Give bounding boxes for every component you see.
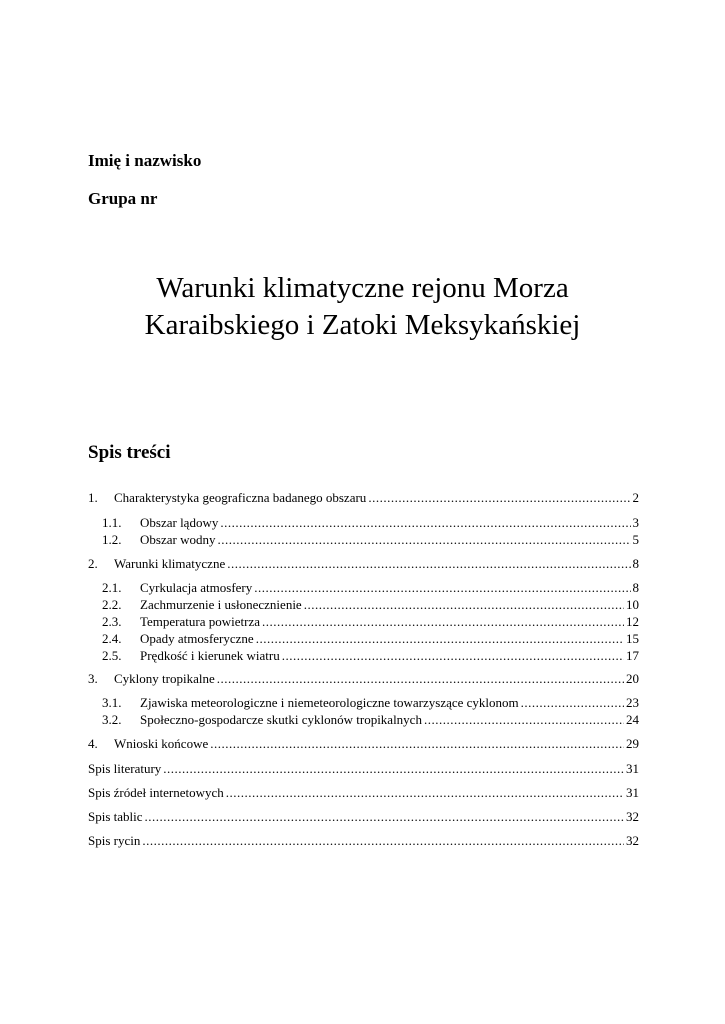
toc-entry-number: 2.4. bbox=[102, 631, 122, 646]
toc-entry-number: 2.5. bbox=[102, 648, 122, 663]
toc-dot-leader bbox=[424, 712, 624, 728]
document-title-line-2: Karaibskiego i Zatoki Meksykańskiej bbox=[144, 309, 581, 341]
toc-dot-leader bbox=[220, 515, 630, 531]
toc-entry-title: Społeczno-gospodarcze skutki cyklonów tropikalnych bbox=[140, 712, 422, 727]
toc-entry-page: 10 bbox=[626, 597, 639, 612]
toc-entry-title: Zjawiska meteorologiczne i niemeteorologiczne towarzyszące cyklonom bbox=[140, 695, 519, 710]
toc-dot-leader bbox=[282, 648, 624, 664]
toc-entry-page: 24 bbox=[626, 712, 639, 727]
document-title bbox=[0, 270, 725, 344]
toc-entry-page: 23 bbox=[626, 695, 639, 710]
toc-entry[interactable] bbox=[102, 648, 639, 664]
toc-entry-title: Spis literatury bbox=[88, 761, 162, 776]
toc-entry[interactable] bbox=[102, 580, 639, 596]
toc-entry[interactable] bbox=[88, 809, 639, 825]
author-name-label: Imię i nazwisko bbox=[88, 151, 202, 170]
toc-entry-title: Prędkość i kierunek wiatru bbox=[140, 648, 280, 663]
toc-entry-title: Obszar lądowy bbox=[140, 515, 219, 530]
group-number-label: Grupa nr bbox=[88, 189, 158, 208]
toc-dot-leader bbox=[145, 809, 624, 825]
toc-entry-page: 8 bbox=[632, 580, 639, 595]
toc-entry-number: 2.3. bbox=[102, 614, 122, 629]
toc-entry[interactable] bbox=[102, 614, 639, 630]
toc-dot-leader bbox=[142, 833, 624, 849]
toc-entry[interactable] bbox=[102, 712, 639, 728]
toc-entry-number: 1.2. bbox=[102, 532, 122, 547]
toc-entry-number: 3.2. bbox=[102, 712, 122, 727]
toc-entry-number: 4. bbox=[88, 736, 98, 751]
toc-entry-page: 29 bbox=[626, 736, 639, 751]
toc-entry-title: Obszar wodny bbox=[140, 532, 216, 547]
toc-entry-title: Wnioski końcowe bbox=[114, 736, 209, 751]
toc-entry[interactable] bbox=[102, 515, 639, 531]
toc-entry[interactable] bbox=[88, 490, 639, 506]
toc-dot-leader bbox=[262, 614, 624, 630]
toc-entry[interactable] bbox=[88, 671, 639, 687]
toc-entry-page: 32 bbox=[626, 833, 639, 848]
toc-entry[interactable] bbox=[88, 736, 639, 752]
toc-entry-page: 32 bbox=[626, 809, 639, 824]
toc-dot-leader bbox=[256, 631, 624, 647]
toc-dot-leader bbox=[217, 532, 630, 548]
toc-dot-leader bbox=[521, 695, 624, 711]
toc-dot-leader bbox=[210, 736, 624, 752]
toc-entry-title: Spis źródeł internetowych bbox=[88, 785, 224, 800]
toc-entry[interactable] bbox=[88, 761, 639, 777]
toc-dot-leader bbox=[368, 490, 630, 506]
toc-entry-title: Charakterystyka geograficzna badanego obszaru bbox=[114, 490, 367, 505]
toc-entry[interactable] bbox=[88, 556, 639, 572]
toc-entry-title: Cyklony tropikalne bbox=[114, 671, 215, 686]
toc-dot-leader bbox=[163, 761, 624, 777]
toc-entry-page: 3 bbox=[632, 515, 639, 530]
toc-entry[interactable] bbox=[102, 631, 639, 647]
toc-entry-page: 31 bbox=[626, 785, 639, 800]
document-title-line-1: Warunki klimatyczne rejonu Morza bbox=[156, 272, 569, 304]
toc-entry-number: 2.2. bbox=[102, 597, 122, 612]
toc-entry-page: 17 bbox=[626, 648, 639, 663]
toc-dot-leader bbox=[217, 671, 624, 687]
toc-entry-title: Opady atmosferyczne bbox=[140, 631, 254, 646]
toc-entry-page: 12 bbox=[626, 614, 639, 629]
toc-entry-title: Warunki klimatyczne bbox=[114, 556, 226, 571]
toc-entry-number: 2.1. bbox=[102, 580, 122, 595]
toc-entry-number: 2. bbox=[88, 556, 98, 571]
toc-entry[interactable] bbox=[102, 695, 639, 711]
toc-entry-page: 15 bbox=[626, 631, 639, 646]
toc-entry-title: Spis tablic bbox=[88, 809, 143, 824]
toc-entry[interactable] bbox=[88, 785, 639, 801]
toc-entry-page: 2 bbox=[632, 490, 639, 505]
toc-entry[interactable] bbox=[102, 532, 639, 548]
toc-entry-title: Spis rycin bbox=[88, 833, 141, 848]
toc-entry-number: 1. bbox=[88, 490, 98, 505]
toc-entry[interactable] bbox=[102, 597, 639, 613]
toc-entry-page: 20 bbox=[626, 671, 639, 686]
toc-heading: Spis treści bbox=[88, 442, 171, 463]
toc-dot-leader bbox=[304, 597, 624, 613]
toc-entry-number: 1.1. bbox=[102, 515, 122, 530]
toc-dot-leader bbox=[254, 580, 630, 596]
toc-entry-title: Zachmurzenie i usłonecznienie bbox=[140, 597, 302, 612]
toc-entry-number: 3. bbox=[88, 671, 98, 686]
toc-dot-leader bbox=[227, 556, 630, 572]
toc-entry-page: 5 bbox=[632, 532, 639, 547]
toc-dot-leader bbox=[226, 785, 624, 801]
toc-entry[interactable] bbox=[88, 833, 639, 849]
toc-entry-page: 31 bbox=[626, 761, 639, 776]
toc-entry-title: Temperatura powietrza bbox=[140, 614, 260, 629]
toc-entry-title: Cyrkulacja atmosfery bbox=[140, 580, 253, 595]
toc-entry-number: 3.1. bbox=[102, 695, 122, 710]
toc-entry-page: 8 bbox=[632, 556, 639, 571]
